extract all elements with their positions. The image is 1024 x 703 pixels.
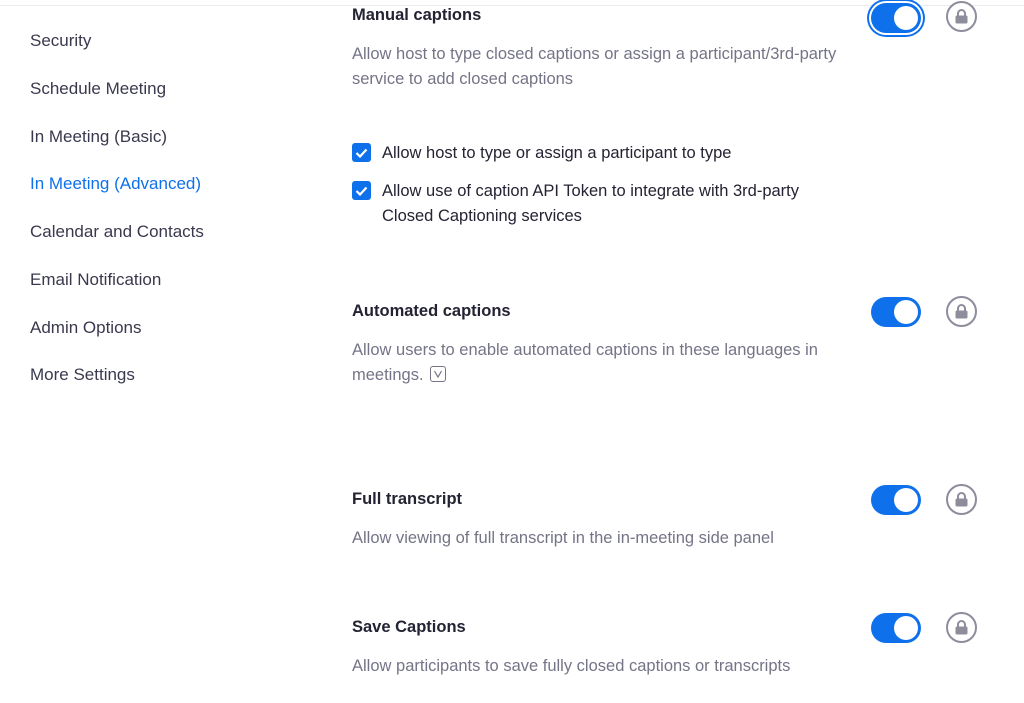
manual-captions-lock-button[interactable] <box>946 1 977 32</box>
setting-description-text: Allow users to enable automated captions in these languages in meetings. <box>352 341 818 384</box>
save-captions-toggle[interactable] <box>871 613 921 643</box>
sidebar-item-schedule-meeting[interactable]: Schedule Meeting <box>30 79 167 98</box>
option-caption-api-token-row <box>352 179 842 229</box>
toggle-knob <box>894 616 918 640</box>
setting-title: Manual captions <box>352 6 482 24</box>
sidebar-item-security[interactable]: Security <box>30 31 92 50</box>
setting-title: Automated captions <box>352 302 511 320</box>
toggle-knob <box>894 488 918 512</box>
setting-description: Allow viewing of full transcript in the in-meeting side panel <box>352 529 774 547</box>
sidebar-item-email-notification[interactable]: Email Notification <box>30 270 162 289</box>
full-transcript-lock-button[interactable] <box>946 484 977 515</box>
sidebar-item-more-settings[interactable]: More Settings <box>30 365 135 384</box>
toggle-knob <box>894 6 918 30</box>
save-captions-lock-button[interactable] <box>946 612 977 643</box>
version-info-icon[interactable] <box>430 366 446 382</box>
setting-description: Allow host to type closed captions or assign a participant/3rd-party service to add closed captions <box>352 45 837 88</box>
sidebar-item-in-meeting-advanced[interactable]: In Meeting (Advanced) <box>30 174 202 193</box>
host-type-checkbox[interactable] <box>352 143 371 162</box>
setting-title: Save Captions <box>352 618 466 636</box>
automated-captions-lock-button[interactable] <box>946 296 977 327</box>
setting-title: Full transcript <box>352 490 463 508</box>
sidebar-item-admin-options[interactable]: Admin Options <box>30 318 142 337</box>
automated-captions-toggle[interactable] <box>871 297 921 327</box>
sidebar-item-calendar-and-contacts[interactable]: Calendar and Contacts <box>30 222 204 241</box>
check-icon <box>355 186 368 196</box>
toggle-knob <box>894 300 918 324</box>
option-host-type-row <box>352 141 852 166</box>
checkbox-label: Allow host to type or assign a participant to type <box>382 144 732 162</box>
setting-description: Allow participants to save fully closed captions or transcripts <box>352 657 791 675</box>
settings-content <box>352 0 1024 703</box>
checkbox-label: Allow use of caption API Token to integrate with 3rd-party Closed Captioning services <box>382 182 800 225</box>
sidebar-item-in-meeting-basic[interactable]: In Meeting (Basic) <box>30 127 167 146</box>
setting-description <box>352 338 852 388</box>
check-icon <box>355 148 368 158</box>
full-transcript-toggle[interactable] <box>871 485 921 515</box>
caption-api-token-checkbox[interactable] <box>352 181 371 200</box>
settings-sidebar <box>0 0 320 703</box>
manual-captions-toggle[interactable] <box>871 3 921 33</box>
